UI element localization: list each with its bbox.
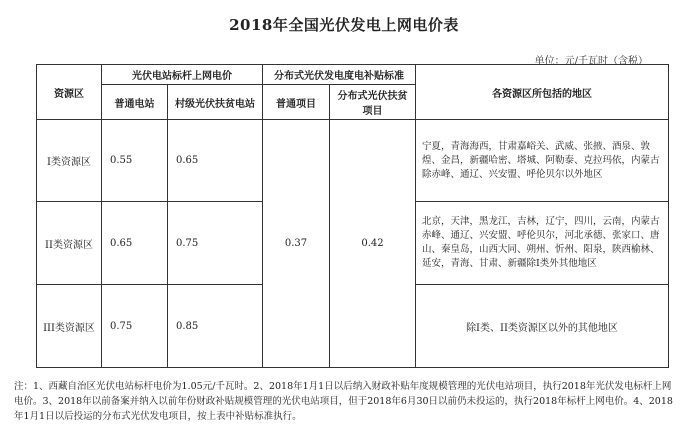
- normal-price-cell: 0.55: [102, 120, 168, 202]
- zone-cell: I类资源区: [37, 120, 102, 202]
- distributed-poverty-cell: 0.42: [330, 120, 416, 368]
- unit-label: 单位：元/千瓦时（含税）: [534, 56, 648, 67]
- price-table: [36, 64, 669, 368]
- village-price-cell: 0.65: [168, 120, 263, 202]
- village-price-cell: 0.85: [168, 285, 263, 368]
- header-normal-station: 普通电站: [102, 85, 168, 120]
- footnotes: 注：1、西藏自治区光伏电站标杆电价为1.05元/千瓦时。2、2018年1月1日以后纳入财政补贴年度规模管理的光伏电站项目，执行2018年光伏发电标杆上网电价。3、2018年以前备案并纳入以前年份财政补贴规模管理的光伏电站项目，但于2018年6月30日以前仍未投运的，执行2018年标杆上网电价。4、2018年1月1日以后投运的分布式光伏发电项目，按上表中补贴标准执行。: [14, 381, 673, 422]
- zone-cell: II类资源区: [37, 202, 102, 285]
- header-row-1: [37, 65, 669, 85]
- header-regions: 各资源区所包括的地区: [416, 65, 669, 120]
- regions-cell: 北京，天津，黑龙江，吉林，辽宁，四川，云南，内蒙古赤峰、通辽、兴安盟、呼伦贝尔，河北承德、张家口、唐山、秦皇岛，山西大同、朔州、忻州、阳泉，陕西榆林、延安，青海、甘肃、新疆除I类外其他地区: [416, 202, 669, 285]
- distributed-normal-cell: 0.37: [263, 120, 330, 368]
- header-distributed-project: 分布式光伏扶贫项目: [330, 85, 416, 120]
- header-distributed: 分布式光伏发电度电补贴标准: [263, 65, 416, 85]
- regions-cell: 除I类、II类资源区以外的其他地区: [416, 285, 669, 368]
- zone-cell: III类资源区: [37, 285, 102, 368]
- table-row: [37, 120, 669, 202]
- regions-cell: 宁夏，青海海西，甘肃嘉峪关、武威、张掖、酒泉、敦煌、金昌，新疆哈密、塔城、阿勒泰、克拉玛依，内蒙古除赤峰、通辽、兴安盟、呼伦贝尔以外地区: [416, 120, 669, 202]
- header-normal-project: 普通项目: [263, 85, 330, 120]
- village-price-cell: 0.75: [168, 202, 263, 285]
- normal-price-cell: 0.75: [102, 285, 168, 368]
- header-zone: 资源区: [37, 65, 102, 120]
- header-benchmark: 光伏电站标杆上网电价: [102, 65, 263, 85]
- page-title: 2018年全国光伏发电上网电价表: [229, 16, 459, 34]
- normal-price-cell: 0.65: [102, 202, 168, 285]
- header-village-station: 村级光伏扶贫电站: [168, 85, 263, 120]
